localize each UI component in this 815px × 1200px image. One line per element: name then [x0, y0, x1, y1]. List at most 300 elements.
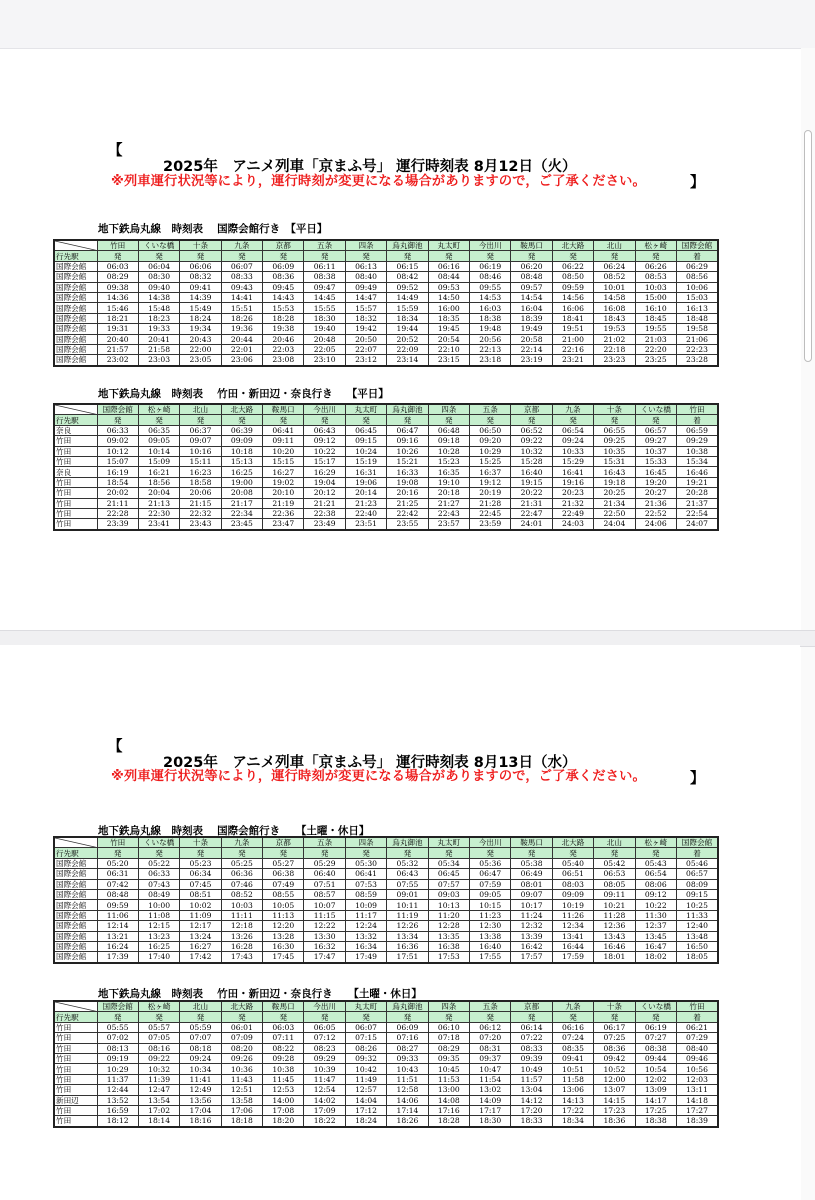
- time-cell: 06:45: [428, 869, 469, 879]
- time-cell: 22:52: [635, 508, 676, 518]
- time-cell: 18:14: [138, 1116, 179, 1127]
- time-cell: 14:45: [304, 292, 345, 302]
- time-cell: 18:34: [552, 1116, 593, 1127]
- time-cell: 22:03: [263, 344, 304, 354]
- document-page-1: [0, 50, 800, 630]
- table-row: [54, 488, 718, 498]
- time-cell: 18:26: [221, 313, 262, 323]
- time-cell: 06:10: [428, 1022, 469, 1032]
- time-cell: 10:47: [470, 1064, 511, 1074]
- departure-arrival-header: 発: [594, 251, 635, 261]
- time-cell: 08:49: [138, 889, 179, 899]
- destination-cell: 竹田: [54, 488, 97, 498]
- departure-arrival-header: 発: [552, 251, 593, 261]
- time-cell: 21:37: [676, 498, 718, 508]
- time-cell: 14:47: [345, 292, 386, 302]
- time-cell: 07:18: [428, 1033, 469, 1043]
- time-cell: 08:42: [387, 272, 428, 282]
- time-cell: 16:46: [594, 941, 635, 951]
- time-cell: 17:49: [345, 952, 386, 963]
- time-cell: 16:47: [635, 941, 676, 951]
- destination-cell: 国際会館: [54, 292, 97, 302]
- time-cell: 20:44: [221, 334, 262, 344]
- time-cell: 22:07: [345, 344, 386, 354]
- time-cell: 20:58: [511, 334, 552, 344]
- departure-arrival-header: 発: [635, 848, 676, 858]
- time-cell: 10:45: [428, 1064, 469, 1074]
- time-cell: 19:15: [511, 477, 552, 487]
- table-row: [54, 498, 718, 508]
- station-header: 国際会館: [676, 240, 718, 251]
- station-header: 北山: [594, 240, 635, 251]
- time-cell: 12:54: [304, 1085, 345, 1095]
- time-cell: 05:29: [304, 858, 345, 868]
- time-cell: 23:59: [470, 519, 511, 530]
- departure-arrival-header: 発: [635, 251, 676, 261]
- time-cell: 20:16: [387, 488, 428, 498]
- time-cell: 19:40: [304, 324, 345, 334]
- time-cell: 09:43: [221, 282, 262, 292]
- station-header: 今出川: [304, 404, 345, 415]
- departure-arrival-header: 発: [138, 848, 179, 858]
- time-cell: 19:18: [594, 477, 635, 487]
- time-cell: 12:40: [676, 921, 718, 931]
- departure-arrival-header: 発: [97, 848, 138, 858]
- time-cell: 23:55: [387, 519, 428, 530]
- time-cell: 14:13: [552, 1095, 593, 1105]
- time-cell: 17:04: [180, 1105, 221, 1115]
- time-cell: 09:42: [594, 1053, 635, 1063]
- time-cell: 06:17: [594, 1022, 635, 1032]
- time-cell: 06:14: [511, 1022, 552, 1032]
- time-cell: 08:32: [180, 272, 221, 282]
- time-cell: 16:00: [428, 303, 469, 313]
- station-header: 松ヶ崎: [635, 837, 676, 848]
- destination-cell: 国際会館: [54, 921, 97, 931]
- time-cell: 15:00: [635, 292, 676, 302]
- time-cell: 10:29: [470, 446, 511, 456]
- time-cell: 23:10: [304, 355, 345, 366]
- time-cell: 06:11: [304, 261, 345, 271]
- station-header: 鞍馬口: [511, 837, 552, 848]
- time-cell: 16:25: [138, 941, 179, 951]
- time-cell: 20:18: [428, 488, 469, 498]
- time-cell: 05:25: [221, 858, 262, 868]
- destination-cell: 国際会館: [54, 282, 97, 292]
- time-cell: 06:19: [635, 1022, 676, 1032]
- time-cell: 20:14: [345, 488, 386, 498]
- time-cell: 05:23: [180, 858, 221, 868]
- station-header: 今出川: [470, 240, 511, 251]
- time-cell: 23:41: [138, 519, 179, 530]
- time-cell: 05:55: [97, 1022, 138, 1032]
- time-cell: 18:16: [180, 1116, 221, 1127]
- station-header: 今出川: [304, 1001, 345, 1012]
- time-cell: 08:20: [221, 1043, 262, 1053]
- departure-arrival-header: 発: [428, 415, 469, 425]
- schedule-notice: ※列車運行状況等により，運行時刻が変更になる場合がありますので，ご了承ください。: [111, 174, 646, 189]
- time-cell: 19:08: [387, 477, 428, 487]
- time-cell: 15:28: [511, 456, 552, 466]
- departure-arrival-header: 発: [345, 1012, 386, 1022]
- time-cell: 10:06: [676, 282, 718, 292]
- time-cell: 22:05: [304, 344, 345, 354]
- time-cell: 11:06: [97, 910, 138, 920]
- time-cell: 09:33: [387, 1053, 428, 1063]
- departure-arrival-header: 発: [387, 848, 428, 858]
- departure-arrival-header: 発: [97, 415, 138, 425]
- destination-cell: 国際会館: [54, 889, 97, 899]
- time-cell: 22:01: [221, 344, 262, 354]
- time-cell: 18:36: [594, 1116, 635, 1127]
- time-cell: 14:12: [511, 1095, 552, 1105]
- table-row: [54, 425, 718, 435]
- time-cell: 17:06: [221, 1105, 262, 1115]
- time-cell: 14:50: [428, 292, 469, 302]
- destination-cell: 奈良: [54, 467, 97, 477]
- time-cell: 06:12: [470, 1022, 511, 1032]
- time-cell: 08:29: [97, 272, 138, 282]
- destination-cell: 竹田: [54, 446, 97, 456]
- time-cell: 07:53: [345, 879, 386, 889]
- time-cell: 10:32: [138, 1064, 179, 1074]
- time-cell: 20:52: [387, 334, 428, 344]
- time-cell: 16:50: [676, 941, 718, 951]
- time-cell: 18:01: [594, 952, 635, 963]
- destination-cell: 国際会館: [54, 344, 97, 354]
- table-row: [54, 1064, 718, 1074]
- time-cell: 18:05: [676, 952, 718, 963]
- time-cell: 20:28: [676, 488, 718, 498]
- time-cell: 08:13: [97, 1043, 138, 1053]
- time-cell: 06:45: [345, 425, 386, 435]
- time-cell: 21:21: [304, 498, 345, 508]
- time-cell: 16:24: [97, 941, 138, 951]
- table-row: [54, 1085, 718, 1095]
- table-row: [54, 910, 718, 920]
- time-cell: 16:29: [304, 467, 345, 477]
- time-cell: 08:40: [345, 272, 386, 282]
- time-cell: 16:45: [635, 467, 676, 477]
- station-header: 烏丸御池: [387, 404, 428, 415]
- scrollbar-thumb[interactable]: [804, 130, 812, 362]
- departure-arrival-header: 発: [552, 1012, 593, 1022]
- time-cell: 06:47: [470, 869, 511, 879]
- destination-cell: 国際会館: [54, 941, 97, 951]
- table-row: [54, 931, 718, 941]
- table-row: [54, 889, 718, 899]
- station-header: 京都: [511, 1001, 552, 1012]
- time-cell: 12:47: [138, 1085, 179, 1095]
- time-cell: 14:43: [263, 292, 304, 302]
- table-row: [54, 272, 718, 282]
- time-cell: 06:37: [180, 425, 221, 435]
- time-cell: 09:41: [552, 1053, 593, 1063]
- time-cell: 08:22: [263, 1043, 304, 1053]
- time-cell: 15:49: [180, 303, 221, 313]
- time-cell: 14:56: [552, 292, 593, 302]
- time-cell: 17:09: [304, 1105, 345, 1115]
- departure-arrival-header: 発: [594, 1012, 635, 1022]
- time-cell: 06:35: [138, 425, 179, 435]
- time-cell: 12:14: [97, 921, 138, 931]
- time-cell: 13:24: [180, 931, 221, 941]
- table-row: [54, 261, 718, 271]
- time-cell: 19:45: [428, 324, 469, 334]
- time-cell: 14:18: [676, 1095, 718, 1105]
- time-cell: 11:58: [552, 1074, 593, 1084]
- time-cell: 08:36: [263, 272, 304, 282]
- time-cell: 09:05: [138, 436, 179, 446]
- time-cell: 06:52: [511, 425, 552, 435]
- title-text: 2025年 アニメ列車「京まふ号」 運行時刻表 8月12日（火）: [163, 159, 577, 175]
- station-header: 今出川: [470, 837, 511, 848]
- time-cell: 22:40: [345, 508, 386, 518]
- departure-arrival-header: 発: [387, 1012, 428, 1022]
- time-cell: 08:23: [304, 1043, 345, 1053]
- departure-arrival-header: 発: [221, 848, 262, 858]
- time-cell: 23:03: [138, 355, 179, 366]
- station-header: 北大路: [552, 240, 593, 251]
- departure-arrival-header: 発: [552, 415, 593, 425]
- time-cell: 12:51: [221, 1085, 262, 1095]
- time-cell: 15:29: [552, 456, 593, 466]
- time-cell: 19:31: [97, 324, 138, 334]
- time-cell: 15:17: [304, 456, 345, 466]
- time-cell: 06:38: [263, 869, 304, 879]
- time-cell: 09:02: [97, 436, 138, 446]
- departure-arrival-header: 発: [345, 251, 386, 261]
- time-cell: 10:22: [304, 446, 345, 456]
- destination-cell: 竹田: [54, 508, 97, 518]
- table-row: [54, 1116, 718, 1127]
- table-caption: 地下鉄烏丸線 時刻表 国際会館行き 【土曜・休日】: [98, 825, 370, 837]
- time-cell: 13:11: [676, 1085, 718, 1095]
- time-cell: 10:22: [635, 900, 676, 910]
- time-cell: 15:33: [635, 456, 676, 466]
- time-cell: 20:46: [263, 334, 304, 344]
- departure-arrival-header: 発: [97, 1012, 138, 1022]
- time-cell: 21:23: [345, 498, 386, 508]
- time-cell: 13:04: [511, 1085, 552, 1095]
- station-header: 九条: [552, 1001, 593, 1012]
- time-cell: 18:28: [428, 1116, 469, 1127]
- station-header: 烏丸御池: [387, 240, 428, 251]
- time-cell: 17:12: [345, 1105, 386, 1115]
- time-cell: 10:49: [511, 1064, 552, 1074]
- station-header: 竹田: [676, 1001, 718, 1012]
- station-header: 北山: [594, 837, 635, 848]
- time-cell: 06:05: [304, 1022, 345, 1032]
- time-cell: 09:16: [387, 436, 428, 446]
- time-cell: 22:34: [221, 508, 262, 518]
- table-row: [54, 292, 718, 302]
- time-cell: 22:13: [470, 344, 511, 354]
- departure-arrival-header: 着: [676, 1012, 718, 1022]
- time-cell: 10:03: [221, 900, 262, 910]
- time-cell: 19:53: [594, 324, 635, 334]
- time-cell: 11:57: [511, 1074, 552, 1084]
- time-cell: 16:08: [594, 303, 635, 313]
- time-cell: 07:27: [635, 1033, 676, 1043]
- header-row-departure: [54, 848, 718, 858]
- time-cell: 21:13: [138, 498, 179, 508]
- time-cell: 06:16: [552, 1022, 593, 1032]
- time-cell: 10:52: [594, 1064, 635, 1074]
- station-header: 竹田: [676, 404, 718, 415]
- destination-cell: 国際会館: [54, 324, 97, 334]
- departure-arrival-header: 発: [263, 251, 304, 261]
- station-header: 竹田: [97, 240, 138, 251]
- departure-arrival-header: 発: [428, 848, 469, 858]
- time-cell: 06:04: [138, 261, 179, 271]
- time-cell: 16:35: [428, 467, 469, 477]
- time-cell: 06:57: [635, 425, 676, 435]
- time-cell: 12:49: [180, 1085, 221, 1095]
- time-cell: 10:32: [511, 446, 552, 456]
- time-cell: 20:40: [97, 334, 138, 344]
- time-cell: 22:54: [676, 508, 718, 518]
- time-cell: 18:12: [97, 1116, 138, 1127]
- time-cell: 09:11: [263, 436, 304, 446]
- time-cell: 08:51: [180, 889, 221, 899]
- time-cell: 17:43: [221, 952, 262, 963]
- time-cell: 10:15: [470, 900, 511, 910]
- time-cell: 07:46: [221, 879, 262, 889]
- time-cell: 07:59: [470, 879, 511, 889]
- time-cell: 08:26: [345, 1043, 386, 1053]
- destination-cell: 竹田: [54, 1085, 97, 1095]
- time-cell: 14:38: [138, 292, 179, 302]
- station-header: 十条: [594, 1001, 635, 1012]
- departure-arrival-header: 着: [676, 848, 718, 858]
- time-cell: 18:43: [594, 313, 635, 323]
- station-header: 丸太町: [428, 240, 469, 251]
- time-cell: 13:45: [635, 931, 676, 941]
- time-cell: 21:15: [180, 498, 221, 508]
- time-cell: 10:28: [428, 446, 469, 456]
- viewer-toolbar: [0, 0, 815, 49]
- time-cell: 08:27: [387, 1043, 428, 1053]
- time-cell: 13:00: [428, 1085, 469, 1095]
- time-cell: 06:03: [97, 261, 138, 271]
- table-row: [54, 858, 718, 868]
- time-cell: 16:33: [387, 467, 428, 477]
- time-cell: 13:56: [180, 1095, 221, 1105]
- time-cell: 10:09: [345, 900, 386, 910]
- time-cell: 07:02: [97, 1033, 138, 1043]
- header-row-stations: [54, 404, 718, 415]
- time-cell: 08:59: [345, 889, 386, 899]
- time-cell: 07:24: [552, 1033, 593, 1043]
- time-cell: 15:55: [304, 303, 345, 313]
- station-header: 十条: [180, 837, 221, 848]
- time-cell: 12:37: [635, 921, 676, 931]
- departure-arrival-header: 発: [304, 848, 345, 858]
- time-cell: 08:33: [221, 272, 262, 282]
- table-row: [54, 436, 718, 446]
- time-cell: 09:24: [180, 1053, 221, 1063]
- time-cell: 07:09: [221, 1033, 262, 1043]
- time-cell: 10:00: [138, 900, 179, 910]
- time-cell: 13:41: [552, 931, 593, 941]
- time-cell: 10:11: [387, 900, 428, 910]
- title-bracket-close: 】: [690, 175, 705, 191]
- time-cell: 08:56: [676, 272, 718, 282]
- time-cell: 07:20: [470, 1033, 511, 1043]
- time-cell: 18:34: [387, 313, 428, 323]
- corner-diagonal-cell: [54, 240, 97, 251]
- time-cell: 12:28: [428, 921, 469, 931]
- time-cell: 14:17: [635, 1095, 676, 1105]
- time-cell: 21:34: [594, 498, 635, 508]
- time-cell: 14:09: [470, 1095, 511, 1105]
- time-cell: 08:48: [97, 889, 138, 899]
- time-cell: 07:57: [428, 879, 469, 889]
- time-cell: 09:55: [470, 282, 511, 292]
- time-cell: 18:58: [180, 477, 221, 487]
- table-row: [54, 344, 718, 354]
- time-cell: 22:16: [552, 344, 593, 354]
- time-cell: 20:43: [180, 334, 221, 344]
- departure-arrival-header: 着: [676, 251, 718, 261]
- time-cell: 14:49: [387, 292, 428, 302]
- destination-cell: 国際会館: [54, 869, 97, 879]
- time-cell: 06:13: [345, 261, 386, 271]
- corner-diagonal-cell: [54, 404, 97, 415]
- time-cell: 08:48: [511, 272, 552, 282]
- time-cell: 05:59: [180, 1022, 221, 1032]
- departure-arrival-header: 発: [180, 848, 221, 858]
- station-header: 国際会館: [676, 837, 718, 848]
- time-cell: 17:20: [511, 1105, 552, 1115]
- time-cell: 17:02: [138, 1105, 179, 1115]
- table-row: [54, 477, 718, 487]
- time-cell: 06:07: [345, 1022, 386, 1032]
- time-cell: 15:23: [428, 456, 469, 466]
- departure-arrival-header: 発: [428, 251, 469, 261]
- time-cell: 23:28: [676, 355, 718, 366]
- time-cell: 08:46: [470, 272, 511, 282]
- time-cell: 09:27: [635, 436, 676, 446]
- time-cell: 18:41: [552, 313, 593, 323]
- time-cell: 23:39: [97, 519, 138, 530]
- time-cell: 13:28: [263, 931, 304, 941]
- time-cell: 09:03: [428, 889, 469, 899]
- table-row: [54, 324, 718, 334]
- time-cell: 06:47: [387, 425, 428, 435]
- time-cell: 21:28: [470, 498, 511, 508]
- time-cell: 09:28: [263, 1053, 304, 1063]
- time-cell: 06:09: [387, 1022, 428, 1032]
- time-cell: 08:33: [511, 1043, 552, 1053]
- departure-arrival-header: 発: [470, 251, 511, 261]
- time-cell: 09:20: [470, 436, 511, 446]
- time-cell: 06:48: [428, 425, 469, 435]
- page-title: [108, 123, 708, 203]
- time-cell: 17:45: [263, 952, 304, 963]
- time-cell: 10:18: [221, 446, 262, 456]
- departure-arrival-header: 発: [180, 251, 221, 261]
- time-cell: 12:57: [345, 1085, 386, 1095]
- time-cell: 05:34: [428, 858, 469, 868]
- page-title: [108, 719, 708, 799]
- time-cell: 11:37: [97, 1074, 138, 1084]
- corner-diagonal-cell: [54, 837, 97, 848]
- scrollbar-track[interactable]: [801, 48, 815, 1200]
- time-cell: 17:53: [428, 952, 469, 963]
- time-cell: 08:31: [470, 1043, 511, 1053]
